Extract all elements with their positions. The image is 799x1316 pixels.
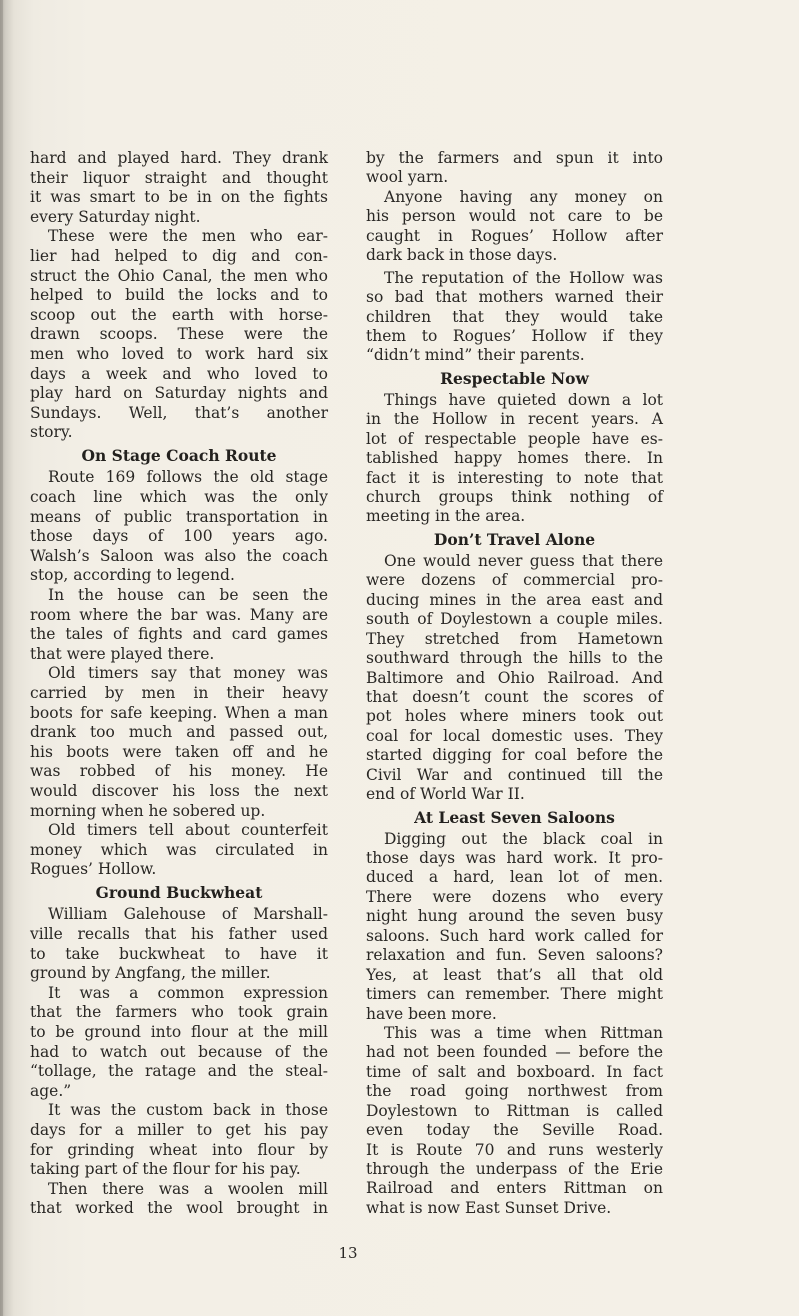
text-line: them to Rogues’ Hollow if they [366,326,663,345]
paragraph [366,1024,663,1218]
text-line: children that they would take [366,307,663,326]
text-line: those days of 100 years ago. [30,527,328,546]
text-line: coach line which was the only [30,488,328,506]
text-line: Sundays. Well, that’s another [30,403,328,422]
text-line: the tales of fights and card games [30,625,328,644]
text-line: scoop out the earth with horse- [30,305,328,324]
page-number: 13 [338,1244,358,1262]
text-line: through the underpass of the Erie [366,1160,663,1178]
text-line: ducing mines in the area east and [366,590,663,609]
paragraph [366,269,663,366]
right-column [366,149,663,1218]
text-line: Walsh’s Saloon was also the coach [30,546,328,565]
text-line: lier had helped to dig and con- [30,246,328,265]
paragraph [366,188,663,266]
text-line: south of Doylestown a couple miles. [366,610,663,629]
text-line: lot of respectable people have es- [366,429,663,448]
text-line: that worked the wool brought in [30,1199,328,1218]
section [30,880,328,1219]
text-line: ville recalls that his father used [30,924,328,943]
text-line: Old timers tell about counterfeit [48,821,328,840]
paragraph [366,149,663,188]
text-line: age.” [30,1081,72,1100]
paragraph [30,905,328,983]
text-line: fact it is interesting to note that [366,468,663,487]
text-line: coal for local domestic uses. They [366,726,663,745]
text-line: boots for safe keeping. When a man [30,703,328,722]
text-line: southward through the hills to the [366,649,663,668]
text-line: carried by men in their heavy [30,683,328,702]
section [366,366,663,527]
left-column [30,149,328,1219]
text-line: It is Route 70 and runs westerly [366,1140,663,1159]
text-line: Civil War and continued till the [366,765,663,784]
text-line: struct the Ohio Canal, the men who [30,266,328,285]
text-line: his person would not care to be [366,207,663,226]
section-heading: Ground Buckwheat [95,882,263,902]
text-line: Route 169 follows the old stage [48,468,328,487]
text-line: every Saturday night. [30,207,201,226]
text-line: Then there was a woolen mill [48,1179,328,1198]
text-line: relaxation and fun. Seven saloons? [366,946,663,965]
text-line: morning when he sobered up. [30,801,266,820]
paragraph [30,149,328,227]
text-line: Baltimore and Ohio Railroad. And [366,668,663,687]
paragraph [30,821,328,880]
text-line: have been more. [366,1004,497,1023]
text-line: saloons. Such hard work called for [366,926,663,945]
text-line: play hard on Saturday nights and [30,384,328,403]
text-line: They stretched from Hametown [366,629,663,648]
text-line: tablished happy homes there. In [366,449,663,468]
text-line: In the house can be seen the [48,585,328,604]
text-line: wool yarn. [366,168,449,187]
text-line: meeting in the area. [366,507,526,526]
text-line: drank too much and passed out, [30,723,328,742]
text-line: his boots were taken off and he [30,742,328,761]
text-line: caught in Rogues’ Hollow after [366,226,663,245]
text-line: money which was circulated in [30,840,328,859]
text-line: Things have quieted down a lot [384,390,663,409]
text-line: helped to build the locks and to [30,286,328,305]
text-line: so bad that mothers warned their [366,288,663,307]
text-line: to take buckwheat to have it [30,944,328,963]
section-heading: At Least Seven Saloons [414,807,615,827]
text-line: means of public transportation in [30,507,328,526]
text-line: was robbed of his money. He [30,762,328,781]
text-line: timers can remember. There might [366,985,663,1004]
section [30,443,328,880]
text-line: even today the Seville Road. [366,1121,663,1140]
text-line: William Galehouse of Marshall- [48,905,328,924]
paragraph [30,664,328,821]
binding-shadow [0,0,3,1316]
text-line: that doesn’t count the scores of [366,687,663,706]
section-heading: Don’t Travel Alone [433,529,596,549]
text-line: days for a miller to get his pay [30,1120,328,1139]
section-heading: Respectable Now [440,368,589,388]
text-line: their liquor straight and thought [30,168,328,187]
text-line: had to watch out because of the [30,1042,328,1061]
text-line: would discover his loss the next [30,781,328,800]
paragraph [30,984,328,1102]
paragraph [30,1101,328,1179]
text-line: pot holes where miners took out [366,707,663,726]
paragraph [366,391,663,527]
text-line: were dozens of commercial pro- [366,571,663,590]
text-line: those days was hard work. It pro- [366,849,663,867]
text-line: These were the men who ear- [48,227,328,246]
text-line: by the farmers and spun it into [366,149,663,167]
text-line: days a week and who loved to [30,364,328,383]
paragraph [366,552,663,805]
text-line: that the farmers who took grain [30,1003,328,1022]
text-line: men who loved to work hard six [30,344,328,363]
text-line: night hung around the seven busy [366,907,663,926]
text-line: what is now East Sunset Drive. [366,1198,612,1217]
text-line: in the Hollow in recent years. A [366,410,663,429]
text-line: time of salt and boxboard. In fact [366,1062,663,1081]
text-line: hard and played hard. They drank [30,149,328,167]
paragraph [30,468,328,586]
paragraph [30,1180,328,1219]
text-line: Railroad and enters Rittman on [366,1179,663,1198]
text-line: Anyone having any money on [384,187,663,206]
text-line: drawn scoops. These were the [30,325,328,344]
text-line: that were played there. [30,644,215,663]
text-line: Old timers say that money was [48,664,328,683]
text-line: There were dozens who every [366,887,663,906]
text-line: taking part of the flour for his pay. [30,1160,301,1179]
text-line: stop, according to legend. [30,566,235,585]
section [366,805,663,1219]
text-line: It was a common expression [48,983,328,1002]
text-line: the road going northwest from [366,1082,663,1101]
text-line: Digging out the black coal in [384,829,663,848]
text-line: dark back in those days. [366,246,558,265]
text-line: duced a hard, lean lot of men. [366,868,663,887]
text-line: The reputation of the Hollow was [384,268,663,287]
text-line: “didn’t mind” their parents. [366,346,585,365]
paragraph [30,227,328,443]
text-line: room where the bar was. Many are [30,605,328,624]
text-line: it was smart to be in on the fights [30,188,328,207]
text-line: It was the custom back in those [48,1101,328,1120]
text-line: Yes, at least that’s all that old [366,965,663,984]
text-line: church groups think nothing of [366,488,663,506]
text-line: to be ground into flour at the mill [30,1022,328,1041]
text-line: for grinding wheat into flour by [30,1140,328,1159]
paragraph [30,586,328,664]
text-line: had not been founded — before the [366,1043,663,1062]
section [366,527,663,805]
text-line: started digging for coal before the [366,746,663,765]
section-heading: On Stage Coach Route [81,445,277,465]
text-line: “tollage, the ratage and the steal- [30,1062,328,1081]
paragraph [366,830,663,1024]
text-line: ground by Angfang, the miller. [30,964,271,983]
text-line: One would never guess that there [384,551,663,570]
text-line: end of World War II. [366,785,525,804]
text-line: Doylestown to Rittman is called [366,1101,663,1120]
text-line: This was a time when Rittman [384,1023,663,1042]
text-line: story. [30,423,73,442]
text-line: Rogues’ Hollow. [30,860,157,879]
